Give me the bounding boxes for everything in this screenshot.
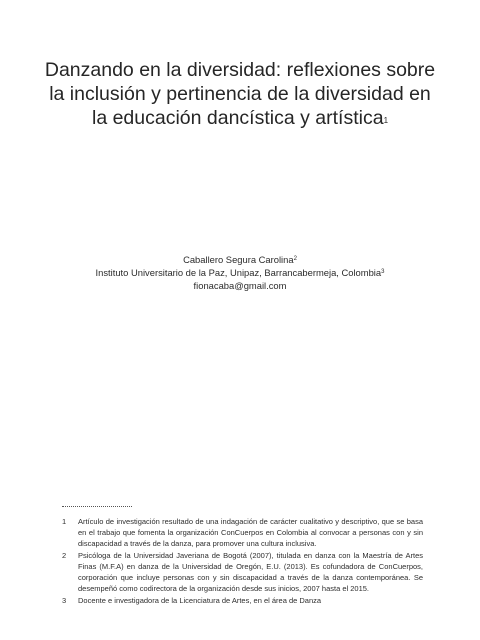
footnote-separator [62,506,132,507]
title-footnote-ref[interactable]: 1 [383,116,389,125]
affiliation-line [40,266,440,279]
title-line-2: la inclusión y pertinencia de la diversidad en [49,83,431,105]
footnote-item [62,595,423,606]
footnote-item [62,516,423,549]
footnote-number: 1 [62,517,67,526]
article-title [40,58,440,130]
author-footnote-ref[interactable]: 2 [293,256,297,262]
author-block [40,253,440,292]
author-email[interactable]: fionacaba@gmail.com [193,280,287,291]
footnotes [62,516,423,607]
footnote-item [62,550,423,594]
affiliation-footnote-ref[interactable]: 3 [381,269,385,275]
footnote-number: 2 [62,551,67,560]
author-name-line [40,253,440,266]
footnote-text: Docente e investigadora de la Licenciatura de Artes, en el área de Danza [78,596,322,605]
author-name: Caballero Segura Carolina [183,254,294,265]
author-affiliation: Instituto Universitario de la Paz, Unipaz, Barrancabermeja, Colombia [95,267,382,278]
title-line-3: la educación dancística y artística [91,107,384,129]
title-line-1: Danzando en la diversidad: reflexiones sobre [44,59,436,81]
footnote-text: Artículo de investigación resultado de una indagación de carácter cualitativo y descriptivo, que se basa en el trabajo que fomenta la organización ConCuerpos en Colombia al convocar a personas con y sin discapacidad a través de la danza, para promover una cultura inclusiva. [78,517,423,548]
footnote-number: 3 [62,596,67,605]
footnote-text: Psicóloga de la Universidad Javeriana de Bogotá (2007), titulada en danza con la Maestría de Artes Finas (M.F.A) en danza de la Universidad de Oregón, E.U. (2013). Es cofundadora de ConCuerpos, corporación que incluye personas con y sin discapacidad a través de la danza contemporánea. Se desempeñó como codirectora de la organización desde sus inicios, 2007 hasta el 2015. [78,551,423,593]
